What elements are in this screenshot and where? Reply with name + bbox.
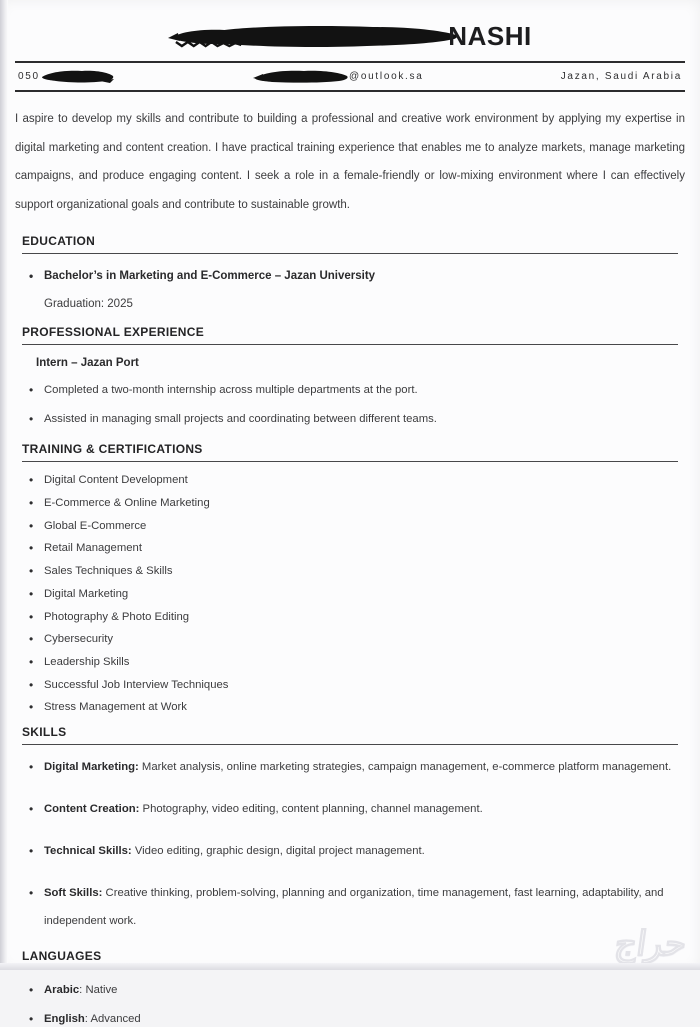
training-rule	[22, 461, 678, 462]
experience-rule	[22, 344, 678, 345]
photo-edge-left	[0, 0, 8, 970]
training-list	[22, 473, 678, 715]
language-item	[22, 1012, 678, 1027]
section-education	[22, 234, 678, 310]
skill-item	[22, 753, 678, 782]
skill-label: Digital Marketing:	[44, 760, 139, 773]
experience-bullet: • Completed a two-month internship across multiple departments at the port.	[22, 383, 678, 398]
email-domain: @outlook.sa	[349, 71, 424, 82]
skill-text: Photography, video editing, content planning, channel management.	[139, 802, 483, 815]
skills-list	[22, 753, 678, 936]
experience-bullet: • Assisted in managing small projects and coordinating between different teams.	[22, 412, 678, 427]
contact-bar	[15, 61, 685, 92]
skill-label: Content Creation:	[44, 802, 140, 815]
summary-paragraph: I aspire to develop my skills and contribute to building a professional and creative work environment by applying my expertise in digital marketing and content creation. I have practical training experience that enables me to analyze markets, manage marketing campaigns, and produce engaging content. I seek a role in a female-friendly or low-mixing environment where I can effectively support organizational goals and contribute to sustainable growth.	[15, 113, 685, 211]
skills-rule	[22, 744, 678, 745]
skill-label: Technical Skills:	[44, 844, 132, 857]
training-item: • Digital Content Development	[22, 473, 678, 488]
training-item: • Cybersecurity	[22, 632, 678, 647]
training-item: • Digital Marketing	[22, 587, 678, 602]
experience-role: Intern – Jazan Port	[36, 357, 139, 370]
education-degree: • Bachelor’s in Marketing and E-Commerce – Jazan University	[22, 269, 678, 284]
education-graduation: Graduation: 2025	[44, 298, 133, 311]
skill-text: Creative thinking, problem-solving, planning and organization, time management, fast learning, adaptability, and independent work.	[44, 886, 664, 928]
skills-heading: SKILLS	[22, 724, 67, 739]
training-item: • Leadership Skills	[22, 655, 678, 670]
training-item: • Sales Techniques & Skills	[22, 564, 678, 579]
photo-edge-bottom	[0, 963, 700, 970]
training-item: • Global E-Commerce	[22, 519, 678, 534]
section-training	[22, 442, 678, 715]
skill-label: Soft Skills:	[44, 886, 103, 899]
language-label: English	[44, 1013, 85, 1026]
section-skills	[22, 725, 678, 936]
phone-field	[18, 69, 116, 84]
languages-list	[22, 983, 678, 1027]
education-rule	[22, 253, 678, 254]
language-level: : Native	[79, 984, 118, 997]
skill-item	[22, 837, 678, 866]
training-item: • Retail Management	[22, 541, 678, 556]
name-redaction-scribble	[168, 21, 460, 51]
experience-heading: PROFESSIONAL EXPERIENCE	[22, 325, 205, 340]
training-heading: TRAINING & CERTIFICATIONS	[22, 442, 203, 457]
language-label: Arabic	[44, 984, 80, 997]
email-redaction-scribble	[253, 69, 349, 84]
haraj-watermark-logo: حراج	[612, 925, 689, 963]
phone-redaction-scribble	[40, 69, 116, 84]
training-item: • E-Commerce & Online Marketing	[22, 496, 678, 511]
phone-prefix: 050	[18, 71, 40, 82]
education-heading: EDUCATION	[22, 234, 96, 249]
skill-text: Market analysis, online marketing strategies, campaign management, e-commerce platform management.	[138, 760, 672, 773]
section-experience	[22, 325, 678, 427]
location-text: Jazan, Saudi Arabia	[560, 71, 682, 82]
skill-item	[22, 795, 678, 824]
language-item	[22, 983, 678, 998]
section-languages	[22, 949, 678, 1027]
training-item: • Photography & Photo Editing	[22, 610, 678, 625]
email-field	[253, 69, 423, 84]
training-item: • Successful Job Interview Techniques	[22, 678, 678, 693]
name-header	[0, 0, 700, 55]
skill-item	[22, 879, 678, 936]
candidate-name-visible: NASHI	[448, 21, 532, 51]
languages-heading: LANGUAGES	[22, 949, 102, 964]
training-item: • Stress Management at Work	[22, 700, 678, 715]
skill-text: Video editing, graphic design, digital project management.	[131, 844, 425, 857]
language-level: : Advanced	[84, 1013, 141, 1026]
